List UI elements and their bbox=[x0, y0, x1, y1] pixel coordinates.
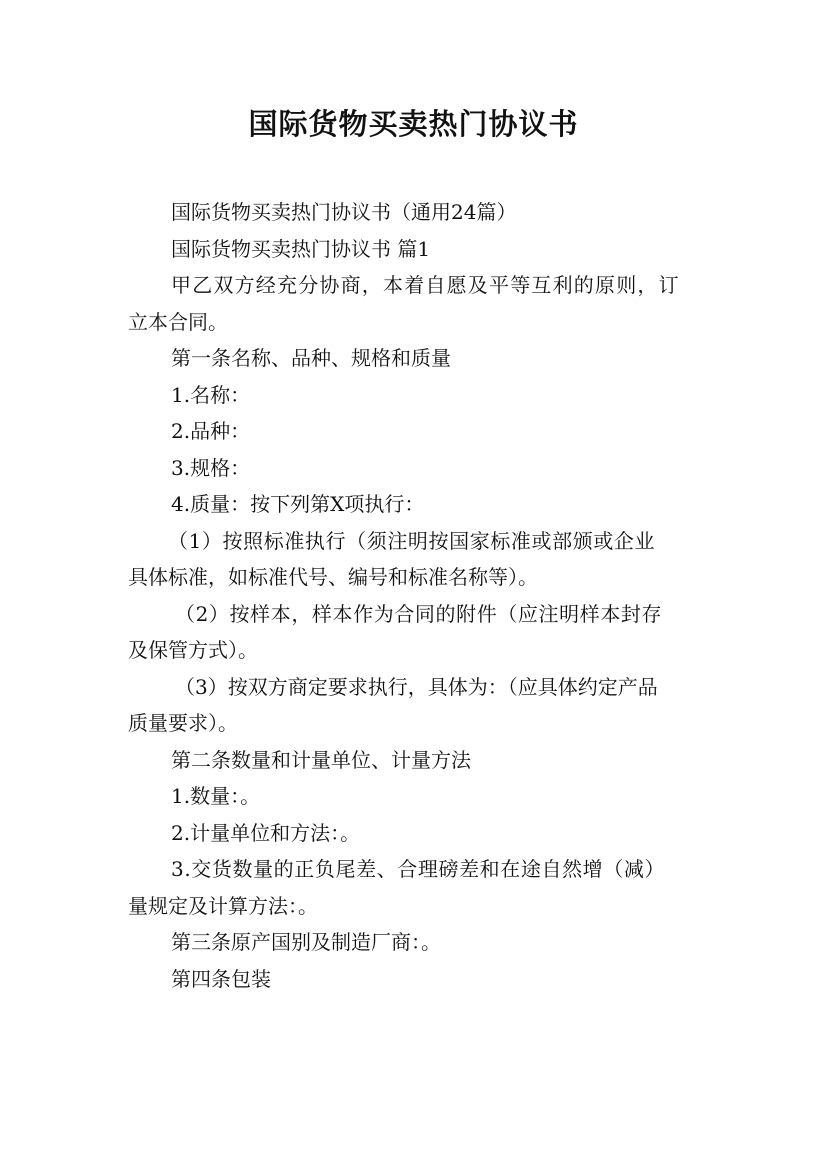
paragraph-line: （1）按照标准执行（须注明按国家标准或部颁或企业 bbox=[168, 528, 656, 553]
paragraph-line: 第三条原产国别及制造厂商：。 bbox=[171, 930, 441, 954]
paragraph-line: 3.交货数量的正负尾差、合理磅差和在途自然增（减） bbox=[171, 857, 666, 881]
paragraph-line: 具体标准，如标准代号、编号和标准名称等）。 bbox=[128, 565, 538, 589]
paragraph-line: 甲乙双方经充分协商，本着自愿及平等互利的原则，订 bbox=[171, 273, 680, 297]
paragraph-line: 立本合同。 bbox=[128, 309, 228, 334]
paragraph-line: 国际货物买卖热门协议书 篇1 bbox=[171, 236, 431, 261]
paragraph-line: （3）按双方商定要求执行，具体为：（应具体约定产品 bbox=[175, 674, 658, 699]
paragraph-line: 第一条名称、品种、规格和质量 bbox=[171, 346, 451, 370]
paragraph-line: 2.计量单位和方法：。 bbox=[171, 820, 361, 845]
paragraph-line: 2.品种： bbox=[171, 419, 251, 443]
paragraph-line: 及保管方式）。 bbox=[128, 638, 258, 662]
paragraph-line: 1.名称： bbox=[171, 382, 251, 407]
paragraph-line: 第四条包装 bbox=[171, 966, 271, 991]
paragraph-line: 第二条数量和计量单位、计量方法 bbox=[171, 747, 471, 772]
paragraph-line: 国际货物买卖热门协议书（通用24篇） bbox=[171, 200, 517, 224]
document-title: 国际货物买卖热门协议书 bbox=[248, 107, 579, 141]
paragraph-line: （2）按样本，样本作为合同的附件（应注明样本封存 bbox=[175, 601, 663, 626]
paragraph-line: 量规定及计算方法：。 bbox=[128, 893, 318, 918]
paragraph-line: 4.质量：按下列第X项执行： bbox=[171, 492, 425, 516]
paragraph-line: 3.规格： bbox=[171, 455, 251, 480]
paragraph-line: 质量要求）。 bbox=[128, 711, 238, 735]
paragraph-line: 1.数量：。 bbox=[171, 784, 261, 808]
document-body bbox=[128, 194, 713, 997]
